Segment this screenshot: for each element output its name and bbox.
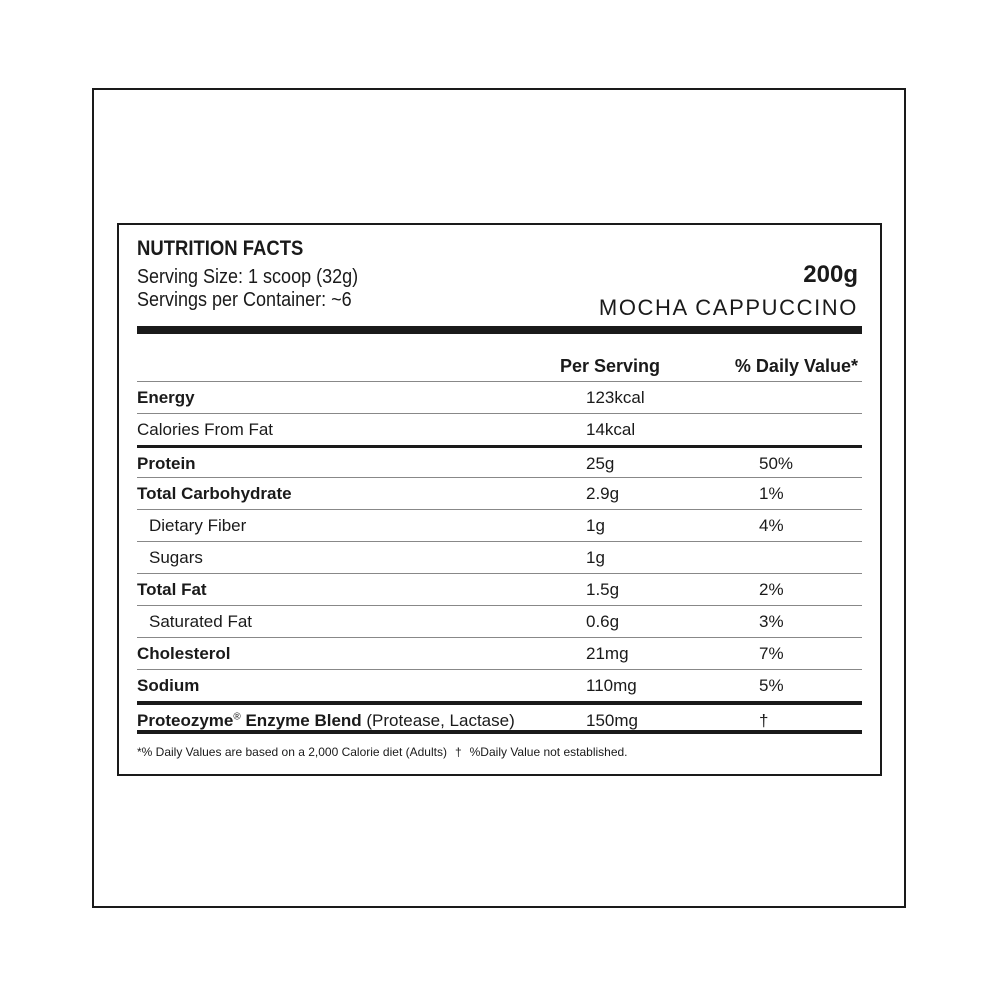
row-label: Cholesterol [137,644,231,663]
row-daily-value: 2% [759,580,784,599]
row-value: 25g [586,454,615,473]
table-row [137,381,862,413]
row-label: Dietary Fiber [149,516,247,535]
serving-info [137,266,358,312]
table-row [137,541,862,573]
enzyme-daily-value: † [759,711,769,730]
row-value: 2.9g [586,484,620,503]
servings-per-container: Servings per Container: ~6 [137,289,352,311]
row-label: Saturated Fat [149,612,253,631]
enzyme-value: 150mg [586,711,638,730]
nutrition-facts-panel [117,223,882,776]
table-row [137,669,862,701]
table-row [137,509,862,541]
enzyme-suffix: Enzyme Blend [240,711,362,730]
row-daily-value: 4% [759,516,784,535]
row-label: Sugars [149,548,203,567]
row-label: Total Fat [137,580,207,599]
footnote-dagger: † [454,745,462,759]
flavor-name: MOCHA CAPPUCCINO [598,295,858,320]
column-header-daily-value: % Daily Value* [734,356,858,376]
table-row [137,605,862,637]
footnote [137,745,628,759]
footnote-daily-values: *% Daily Values are based on a 2,000 Calorie diet (Adults) [137,745,447,759]
row-label: Total Carbohydrate [137,484,292,503]
row-label: Protein [137,454,196,473]
enzyme-name: Proteozyme [137,711,234,730]
row-daily-value: 7% [759,644,784,663]
row-label: Energy [137,388,195,407]
row-daily-value: 5% [759,676,784,695]
nutrient-table [137,381,862,738]
registered-mark: ® [233,711,241,723]
row-value: 14kcal [586,420,636,439]
row-value: 1g [586,548,605,567]
row-daily-value: 1% [759,484,784,503]
row-label: Calories From Fat [137,420,274,439]
row-value: 1.5g [586,580,620,599]
table-row [137,637,862,669]
row-value: 1g [586,516,605,535]
row-value: 21mg [586,644,629,663]
table-row [137,573,862,605]
serving-size: Serving Size: 1 scoop (32g) [137,266,359,288]
row-label: Sodium [137,676,200,695]
table-row [137,413,862,445]
footnote-not-established: %Daily Value not established. [469,745,628,759]
enzyme-label [137,711,515,731]
row-daily-value: 50% [759,454,794,473]
net-weight: 200g [803,261,858,288]
enzyme-detail: (Protease, Lactase) [361,711,515,730]
column-header-per-serving: Per Serving [560,356,661,376]
footer-divider [137,730,862,734]
row-value: 110mg [586,676,637,695]
row-value: 123kcal [586,388,645,407]
panel-title: NUTRITION FACTS [137,237,304,260]
table-row [137,477,862,509]
table-row [137,445,862,477]
header-divider [137,326,862,334]
row-daily-value: 3% [759,612,784,631]
row-value: 0.6g [586,612,620,631]
